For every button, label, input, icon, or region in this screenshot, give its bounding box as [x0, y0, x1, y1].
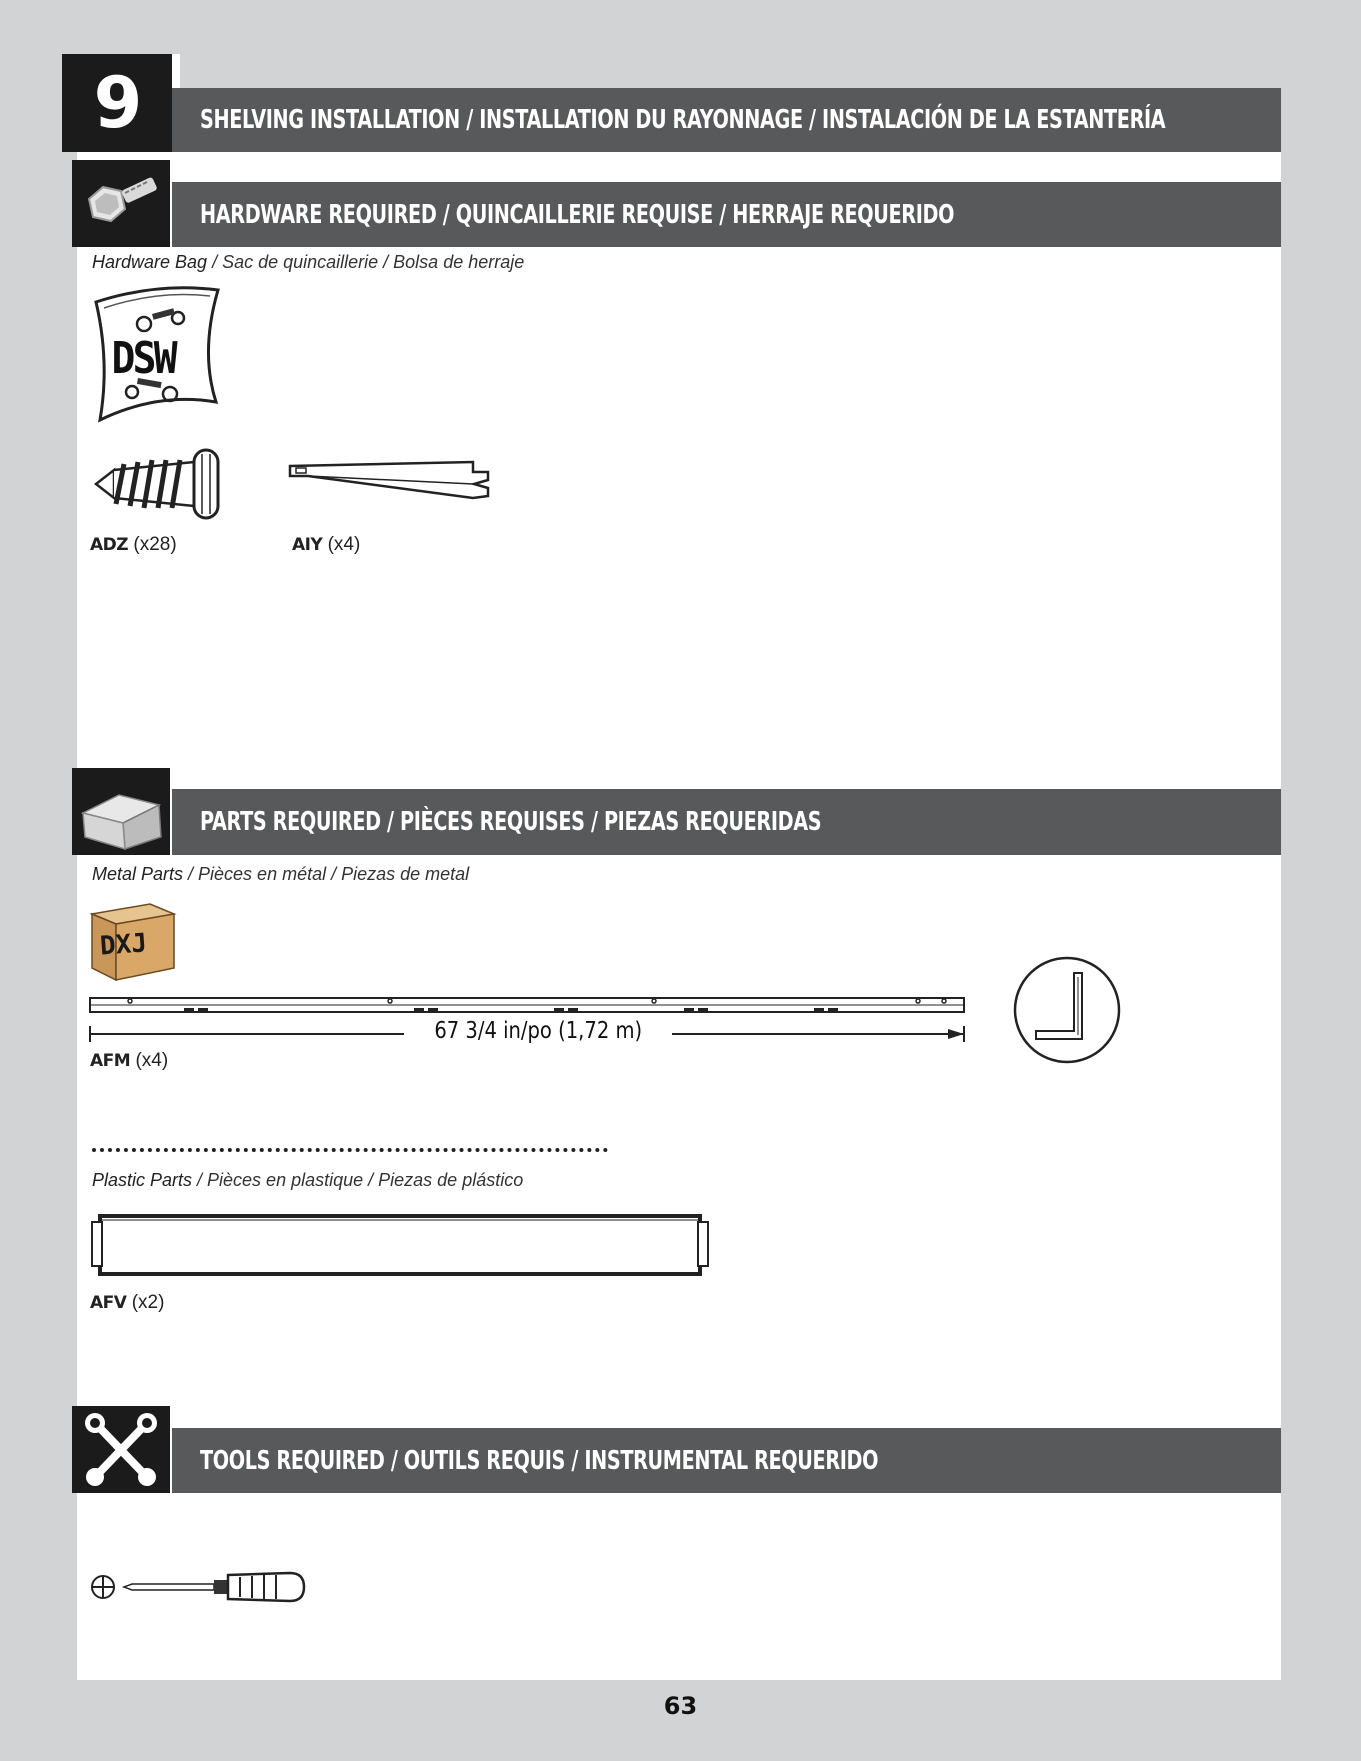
hardware-bag-code: DSW	[111, 333, 175, 384]
part-afm-label: AFM (x4)	[90, 1050, 169, 1071]
parts-box-code: DXJ	[99, 928, 148, 962]
hardware-section-icon-box	[72, 160, 170, 247]
step-title: SHELVING INSTALLATION / INSTALLATION DU RAYONNAGE / INSTALACIÓN DE LA ESTANTERÍA	[200, 105, 1166, 135]
tools-title: TOOLS REQUIRED / OUTILS REQUIS / INSTRUMENTAL REQUERIDO	[200, 1445, 879, 1476]
step-title-bar	[172, 88, 1281, 152]
afm-length-label: 67 3/4 in/po (1,72 m)	[404, 1018, 672, 1044]
phillips-screwdriver-icon	[90, 1569, 310, 1609]
part-afv-label: AFV (x2)	[90, 1292, 165, 1313]
wrench-icon	[81, 1413, 161, 1487]
bracket-aiy-icon	[288, 458, 508, 518]
nut-bolt-icon	[81, 169, 161, 239]
rail-profile-detail	[1012, 955, 1122, 1065]
hardware-bag-caption: Hardware Bag / Sac de quincaillerie / Bolsa de herraje	[92, 252, 525, 272]
plastic-afv-drawing	[90, 1212, 720, 1282]
step-number: 9	[62, 54, 172, 152]
page-number: 63	[663, 1692, 698, 1720]
parts-title-bar	[172, 789, 1281, 855]
plastic-parts-caption: Plastic Parts / Pièces en plastique / Piezas de plástico	[92, 1170, 524, 1190]
hardware-title: HARDWARE REQUIRED / QUINCAILLERIE REQUISE / HERRAJE REQUERIDO	[200, 199, 955, 230]
parts-section-icon-box	[72, 768, 170, 855]
tools-section-icon-box	[72, 1406, 170, 1493]
metal-bracket-icon	[79, 775, 163, 849]
hardware-title-bar	[172, 182, 1281, 247]
screw-adz-icon	[94, 444, 234, 524]
metal-parts-caption: Metal Parts / Pièces en métal / Piezas de metal	[92, 864, 470, 884]
section-divider	[92, 1148, 608, 1152]
parts-title: PARTS REQUIRED / PIÈCES REQUISES / PIEZAS REQUERIDAS	[200, 807, 822, 837]
part-aiy-label: AIY (x4)	[292, 534, 361, 555]
part-adz-label: ADZ (x28)	[90, 534, 177, 555]
tools-title-bar	[172, 1428, 1281, 1493]
